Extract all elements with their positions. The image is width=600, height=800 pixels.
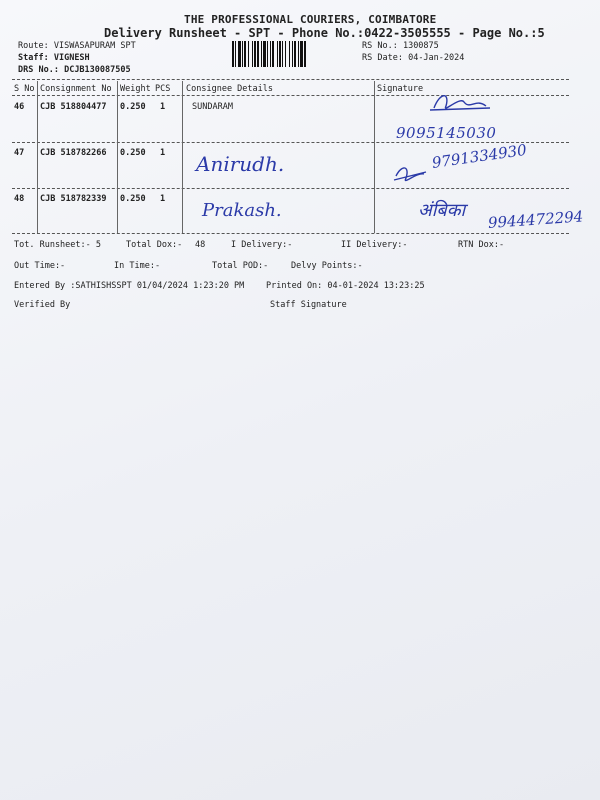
drs-value: DCJB130087505 [64,65,131,75]
staff-signature: Staff Signature [270,300,347,310]
row-pcs: 1 [160,148,166,158]
drs-label: DRS No.: [18,65,59,75]
header-consignment: Consignment No [40,84,112,94]
in-time: In Time:- [114,261,161,271]
row-rule-1 [12,142,569,143]
signature-scribble [390,158,430,188]
table-bottom-rule [12,233,569,234]
row-rule-2 [12,188,569,189]
i-delivery: I Delivery:- [231,240,293,250]
header-signature: Signature [377,84,424,94]
entered-by: Entered By :SATHISHSSPT 01/04/2024 1:23:20 PM [14,281,245,291]
row-sno: 46 [14,102,25,112]
row-weight: 0.250 [120,102,146,112]
rs-date-value: 04-Jan-2024 [408,53,465,63]
header-consignee: Consignee Details [186,84,273,94]
row-consignment: CJB 518782266 [40,148,107,158]
col-divider [182,81,183,233]
barcode [232,41,352,67]
total-pod: Total POD:- [212,261,269,271]
staff-label: Staff: [18,53,49,63]
staff-line [18,53,90,63]
handwritten-name: Anirudh. [196,152,285,176]
handwritten-phone: 9944472294 [487,207,584,232]
handwritten-name: Prakash. [202,200,282,221]
handwritten-phone: 9791334930 [430,140,528,172]
row-weight: 0.250 [120,148,146,158]
row-sno: 48 [14,194,25,204]
col-divider [117,81,118,233]
out-time: Out Time:- [14,261,66,271]
rs-date-line [362,53,464,63]
col-divider [374,81,375,233]
row-sno: 47 [14,148,25,158]
drs-line [18,65,131,75]
row-consignee: SUNDARAM [192,102,233,112]
printed-on: Printed On: 04-01-2024 13:23:25 [266,281,425,291]
row-pcs: 1 [160,194,166,204]
runsheet-heading: Delivery Runsheet - SPT - Phone No.:0422-3505555 - Page No.:5 [104,26,545,40]
rs-date-label: RS Date: [362,53,403,63]
rs-no-line [362,41,439,51]
row-pcs: 1 [160,102,166,112]
rtn-dox: RTN Dox:- [458,240,505,250]
verified-by: Verified By [14,300,71,310]
route-label: Route: [18,41,49,51]
total-dox-label: Total Dox:- [126,240,183,250]
rs-no-value: 1300875 [402,41,439,51]
route-value: VISWASAPURAM SPT [53,41,136,51]
route-line [18,41,136,51]
company-title: THE PROFESSIONAL COURIERS, COIMBATORE [184,13,437,26]
row-weight: 0.250 [120,194,146,204]
header-pcs: PCS [155,84,171,94]
header-weight: Weight [120,84,151,94]
delvy-points: Delvy Points:- [291,261,363,271]
handwritten-signature: अंबिका [418,200,466,221]
col-divider [37,81,38,233]
ii-delivery: II Delivery:- [341,240,408,250]
handwritten-phone: 9095145030 [396,124,497,142]
signature-scribble [420,88,500,120]
rs-no-label: RS No.: [362,41,398,51]
tot-runsheet: Tot. Runsheet:- 5 [14,240,101,250]
staff-value: VIGNESH [53,53,90,63]
row-consignment: CJB 518782339 [40,194,107,204]
table-top-rule [12,79,569,80]
row-consignment: CJB 518804477 [40,102,107,112]
header-sno: S No [14,84,35,94]
total-dox-value: 48 [195,240,206,250]
